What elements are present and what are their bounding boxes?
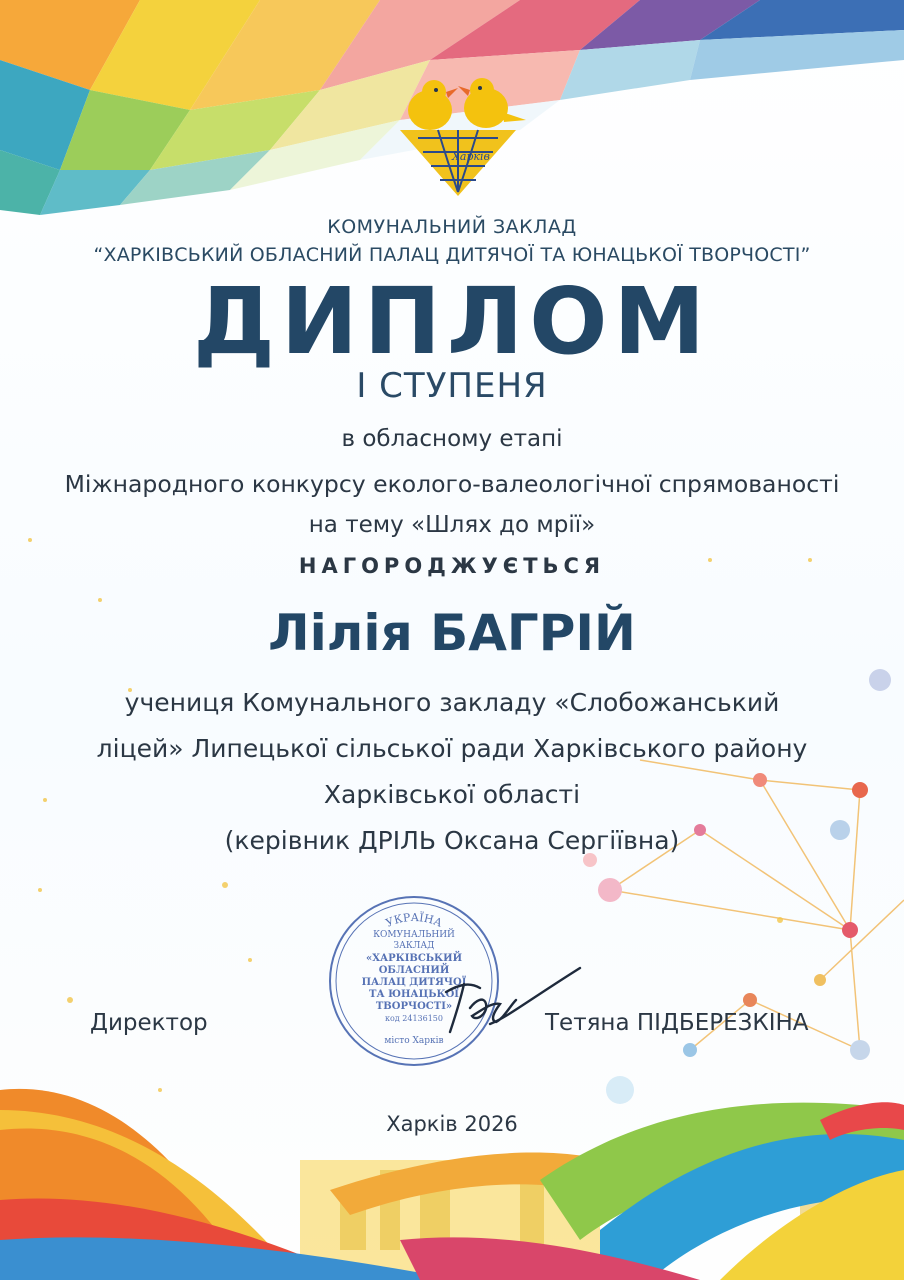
svg-text:код 24136150: код 24136150 xyxy=(384,1014,444,1023)
description-line-1: учениця Комунального закладу «Слобожанський xyxy=(124,688,780,717)
description-line-3: Харківської області xyxy=(323,780,581,809)
diploma-degree: І СТУПЕНЯ xyxy=(356,366,548,406)
institution-line-2: “ХАРКІВСЬКИЙ ОБЛАСНИЙ ПАЛАЦ ДИТЯЧОЇ ТА ЮНАЦЬКОЇ ТВОРЧОСТІ” xyxy=(93,244,811,266)
svg-text:Харків: Харків xyxy=(452,150,490,163)
svg-text:ТА ЮНАЦЬКОЇ: ТА ЮНАЦЬКОЇ xyxy=(369,989,459,1000)
svg-text:КОМУНАЛЬНИЙ: КОМУНАЛЬНИЙ xyxy=(373,930,455,940)
svg-text:ЗАКЛАД: ЗАКЛАД xyxy=(393,941,435,951)
recipient-name: Лілія БАГРІЙ xyxy=(268,604,636,662)
svg-text:місто Харків: місто Харків xyxy=(384,1036,444,1046)
svg-text:«ХАРКІВСЬКИЙ: «ХАРКІВСЬКИЙ xyxy=(365,953,463,964)
description-line-4: (керівник ДРІЛЬ Оксана Сергіївна) xyxy=(224,826,680,855)
institution-line-1: КОМУНАЛЬНИЙ ЗАКЛАД xyxy=(327,216,577,238)
diploma-title: ДИПЛОМ xyxy=(192,268,712,375)
svg-text:ТВОРЧОСТІ»: ТВОРЧОСТІ» xyxy=(375,1001,453,1012)
event-line-3: на тему «Шлях до мрії» xyxy=(308,512,596,538)
stamp-top-text: УКРАЇНА xyxy=(383,910,445,930)
svg-text:ОБЛАСНИЙ: ОБЛАСНИЙ xyxy=(378,965,450,976)
signer-role: Директор xyxy=(90,1010,208,1036)
event-line-2: Міжнародного конкурсу еколого-валеологічної спрямованості xyxy=(64,470,840,498)
signer-name: Тетяна ПІДБЕРЕЗКІНА xyxy=(545,1010,809,1036)
event-line-1: в обласному етапі xyxy=(341,426,563,452)
description-line-2: ліцей» Липецької сільської ради Харківського району xyxy=(96,734,808,763)
svg-text:ПАЛАЦ ДИТЯЧОЇ: ПАЛАЦ ДИТЯЧОЇ xyxy=(361,977,467,988)
awarded-label: НАГОРОДЖУЄТЬСЯ xyxy=(298,554,606,578)
place-and-year: Харків 2026 xyxy=(386,1112,518,1136)
two-birds-globe-logo-icon xyxy=(398,68,528,198)
